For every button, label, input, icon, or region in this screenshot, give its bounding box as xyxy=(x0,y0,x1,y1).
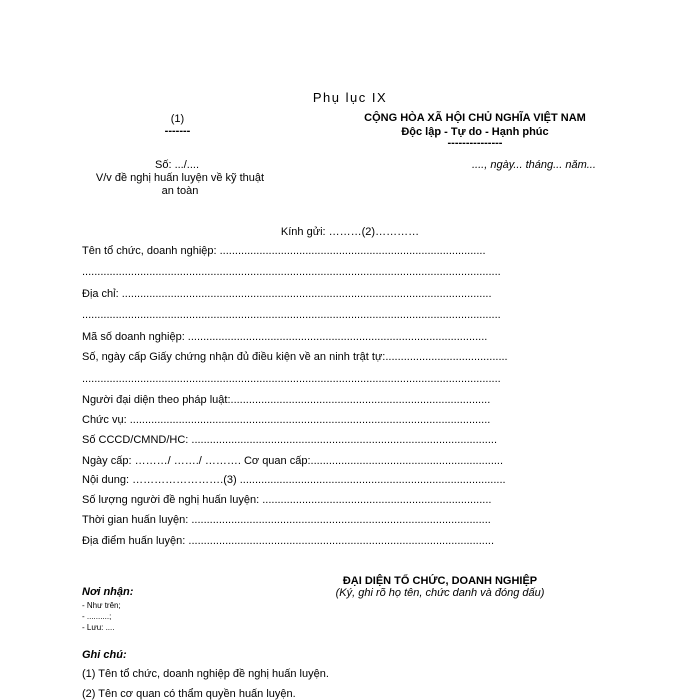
recipient-item: - Như trên; xyxy=(82,601,121,610)
document-number: Số: .../.... xyxy=(155,159,200,171)
motto-rule: --------------- xyxy=(447,137,503,149)
recipient-item: - Lưu: .... xyxy=(82,623,115,632)
field-training-location: Địa điểm huấn luyện: .................................................................................................... xyxy=(82,535,495,547)
field-training-time: Thời gian huấn luyện: .................................................................................................. xyxy=(82,514,491,526)
subject-line-2: an toàn xyxy=(161,185,199,197)
field-trainee-count: Số lượng người đề nghị huấn luyện: ........................................................................... xyxy=(82,494,492,506)
appendix-title: Phụ lục IX xyxy=(312,90,388,105)
recipient-line: Kính gửi: ………(2)………… xyxy=(280,226,420,238)
note-item: (1) Tên tổ chức, doanh nghiệp đề nghị huấn luyện. xyxy=(82,668,329,680)
field-issue-date: Ngày cấp: ………/ ……./ ………. Cơ quan cấp:............................................................... xyxy=(82,455,504,467)
field-security-certificate-cont: ......................................................................................................................................... xyxy=(82,373,501,385)
signature-subtitle: (Ký, ghi rõ họ tên, chức danh và đóng dấu) xyxy=(335,587,545,599)
notes-label: Ghi chú: xyxy=(82,649,127,661)
place-and-date: ...., ngày... tháng... năm... xyxy=(472,159,596,171)
motto: Độc lập - Tự do - Hạnh phúc xyxy=(401,126,549,138)
field-id-number: Số CCCD/CMND/HC: .................................................................................................... xyxy=(82,434,498,446)
field-address: Địa chỉ: ......................................................................................................................... xyxy=(82,288,492,300)
field-address-cont: ......................................................................................................................................... xyxy=(82,309,501,321)
agency-rule: ------- xyxy=(164,125,191,137)
recipient-item: - ..........; xyxy=(82,612,112,621)
subject-line-1: V/v đề nghị huấn luyện về kỹ thuật xyxy=(95,172,265,184)
field-content: Nội dung: …………………….(3) ....................................................................................... xyxy=(82,474,506,486)
agency-code: (1) xyxy=(170,113,185,125)
field-position: Chức vụ: ...................................................................................................................... xyxy=(82,414,491,426)
signature-title: ĐẠI DIỆN TỔ CHỨC, DOANH NGHIỆP xyxy=(342,575,538,587)
field-organization-name-cont: ......................................................................................................................................... xyxy=(82,266,501,278)
field-organization-name: Tên tổ chức, doanh nghiệp: ....................................................................................... xyxy=(82,245,486,257)
field-legal-representative: Người đại diện theo pháp luật:..................................................................................... xyxy=(82,394,491,406)
recipients-label: Nơi nhận: xyxy=(82,586,134,598)
republic-heading: CỘNG HÒA XÃ HỘI CHỦ NGHĨA VIỆT NAM xyxy=(364,112,586,124)
field-security-certificate: Số, ngày cấp Giấy chứng nhận đủ điều kiện về an ninh trật tự:........................................ xyxy=(82,351,508,363)
field-business-code: Mã số doanh nghiệp: .................................................................................................. xyxy=(82,331,488,343)
note-item: (2) Tên cơ quan có thẩm quyền huấn luyện. xyxy=(82,688,296,700)
